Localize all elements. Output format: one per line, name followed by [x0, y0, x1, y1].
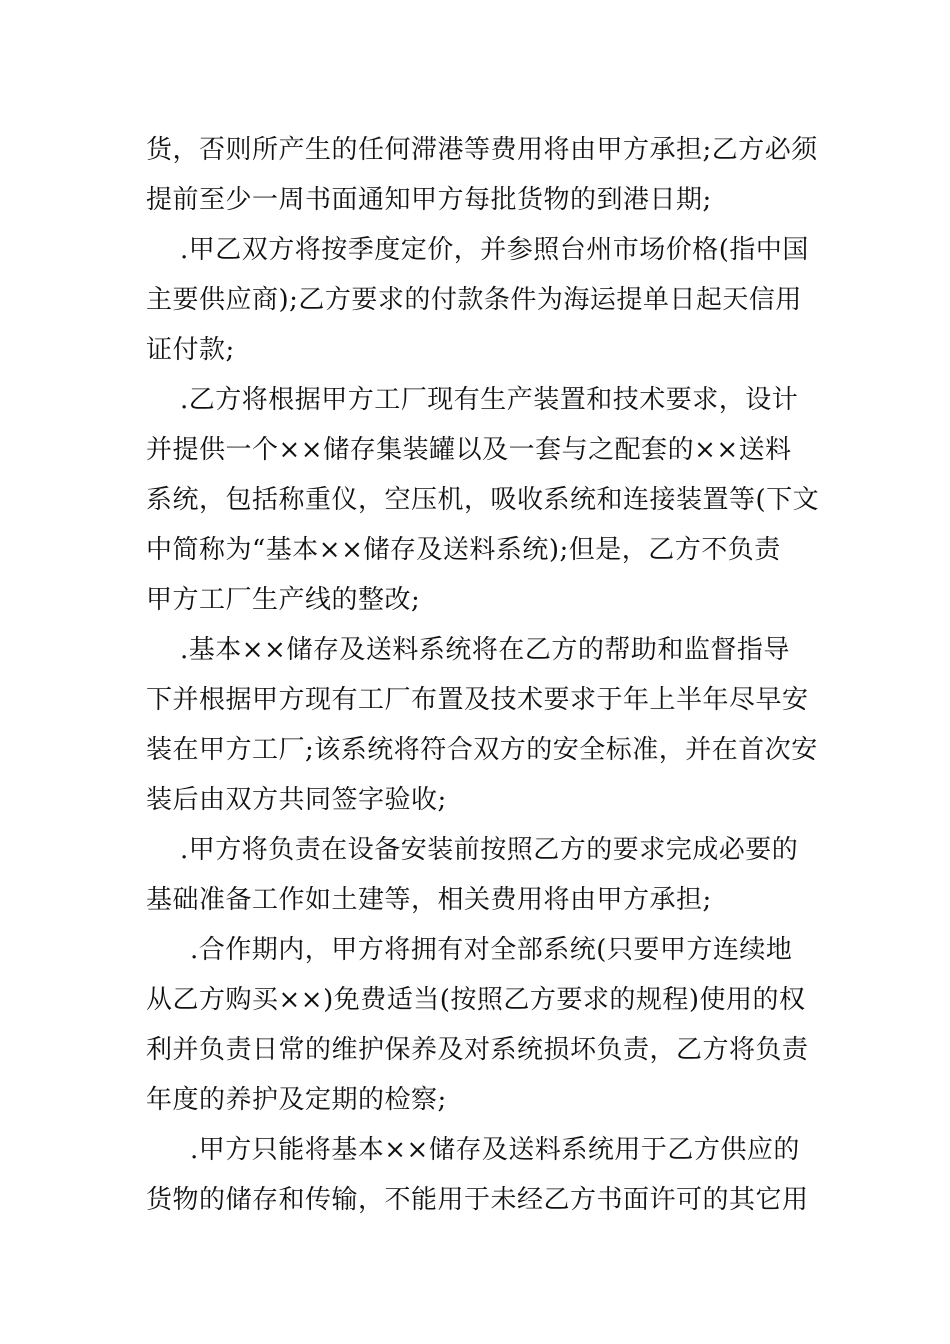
text-line: 提前至少一周书面通知甲方每批货物的到港日期; — [146, 185, 712, 215]
text-line: 基础准备工作如土建等，相关费用将由甲方承担; — [146, 885, 712, 915]
text-line: 甲方工厂生产线的整改; — [146, 585, 421, 615]
text-line: 主要供应商);乙方要求的付款条件为海运提单日起天信用 — [146, 285, 802, 315]
text-line: 货物的储存和传输，不能用于未经乙方书面许可的其它用 — [146, 1185, 809, 1215]
text-line: 年度的养护及定期的检察; — [146, 1085, 447, 1115]
text-line: 从乙方购买××)免费适当(按照乙方要求的规程)使用的权 — [146, 985, 806, 1015]
text-line: 中简称为“基本××储存及送料系统);但是，乙方不负责 — [146, 535, 781, 565]
text-line: 装在甲方工厂;该系统将符合双方的安全标准，并在首次安 — [146, 735, 818, 765]
text-line: .甲乙双方将按季度定价，并参照台州市场价格(指中国 — [180, 235, 809, 265]
text-line: .基本××储存及送料系统将在乙方的帮助和监督指导 — [180, 635, 790, 665]
text-line: .甲方只能将基本××储存及送料系统用于乙方供应的 — [190, 1135, 800, 1165]
text-line: 系统，包括称重仪，空压机，吸收系统和连接装置等(下文 — [146, 485, 820, 515]
text-line: 货，否则所产生的任何滞港等费用将由甲方承担;乙方必须 — [146, 135, 818, 165]
text-line: .合作期内，甲方将拥有对全部系统(只要甲方连续地 — [190, 935, 793, 965]
text-line: 装后由双方共同签字验收; — [146, 785, 447, 815]
text-line: .甲方将负责在设备安装前按照乙方的要求完成必要的 — [180, 835, 799, 865]
text-line: 利并负责日常的维护保养及对系统损坏负责，乙方将负责 — [146, 1035, 809, 1065]
text-line: 证付款; — [146, 335, 235, 365]
text-line: .乙方将根据甲方工厂现有生产装置和技术要求，设计 — [180, 385, 799, 415]
text-line: 并提供一个××储存集装罐以及一套与之配套的××送料 — [146, 435, 792, 465]
text-line: 下并根据甲方现有工厂布置及技术要求于年上半年尽早安 — [146, 685, 809, 715]
